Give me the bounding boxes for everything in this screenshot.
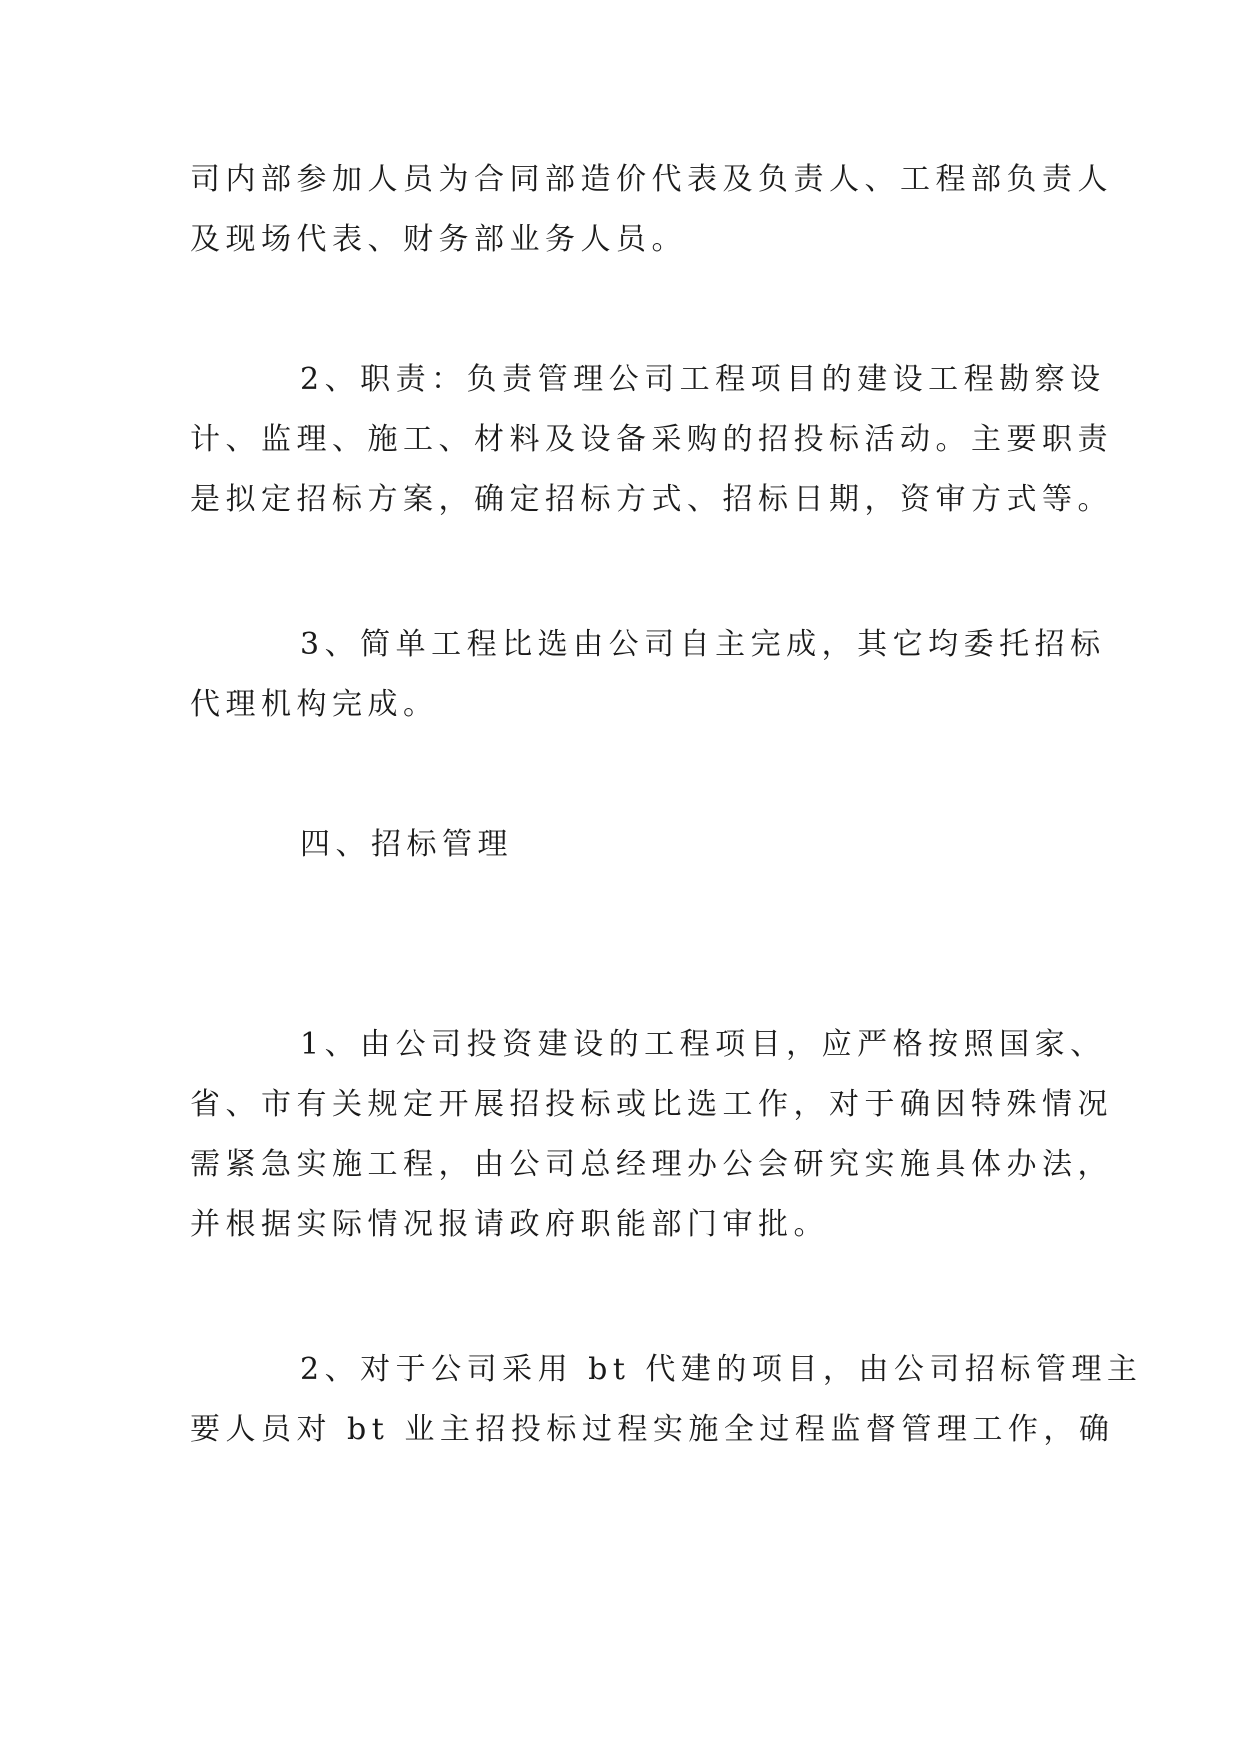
paragraph-investment-projects — [190, 1015, 1113, 1255]
paragraph-line: 要人员对 bt 业主招投标过程实施全过程监督管理工作，确 — [190, 1412, 1115, 1447]
heading-text: 四、招标管理 — [300, 827, 513, 862]
paragraph-participants — [190, 150, 1113, 270]
paragraph-line: 1、由公司投资建设的工程项目，应严格按照国家、 — [300, 1027, 1106, 1062]
paragraph-line: 2、对于公司采用 bt 代建的项目，由公司招标管理主 — [300, 1352, 1143, 1387]
section-heading-bidding-management — [190, 815, 1060, 875]
paragraph-line: 并根据实际情况报请政府职能部门审批。 — [190, 1207, 829, 1242]
paragraph-line: 计、监理、施工、材料及设备采购的招投标活动。主要职责 — [190, 422, 1113, 457]
paragraph-line: 省、市有关规定开展招投标或比选工作，对于确因特殊情况 — [190, 1087, 1113, 1122]
paragraph-line: 代理机构完成。 — [190, 687, 439, 722]
paragraph-line: 需紧急实施工程，由公司总经理办公会研究实施具体办法， — [190, 1147, 1113, 1182]
paragraph-line: 及现场代表、财务部业务人员。 — [190, 222, 687, 257]
paragraph-simple-projects — [190, 615, 1106, 735]
paragraph-line: 是拟定招标方案，确定招标方式、招标日期，资审方式等。 — [190, 482, 1113, 517]
paragraph-line: 3、简单工程比选由公司自主完成，其它均委托招标 — [300, 627, 1106, 662]
paragraph-line: 2、职责：负责管理公司工程项目的建设工程勘察设 — [300, 362, 1106, 397]
paragraph-line: 司内部参加人员为合同部造价代表及负责人、工程部负责人 — [190, 162, 1113, 197]
paragraph-responsibilities — [190, 350, 1113, 530]
paragraph-bt-projects — [190, 1340, 1143, 1460]
